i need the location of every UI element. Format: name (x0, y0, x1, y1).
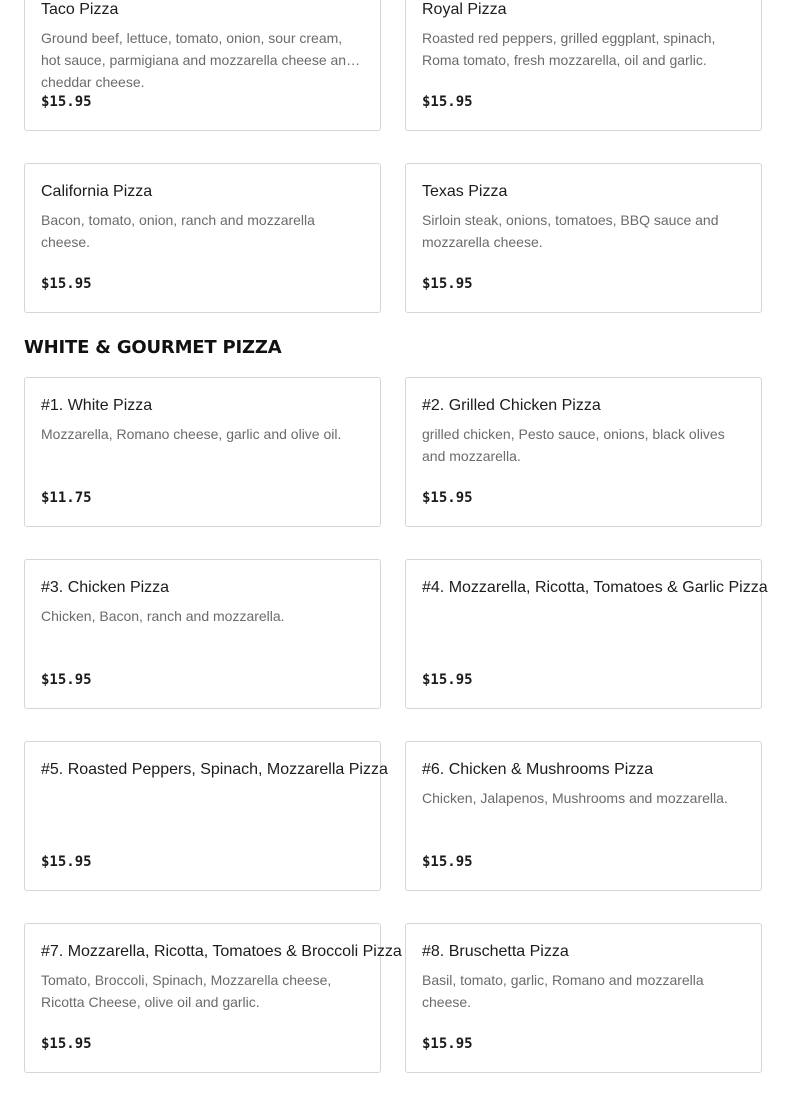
menu-item-description: Tomato, Broccoli, Spinach, Mozzarella cheese, Ricotta Cheese, olive oil and garlic. (41, 972, 332, 1010)
menu-item-name: #2. Grilled Chicken Pizza (422, 397, 601, 414)
menu-item-name: #6. Chicken & Mushrooms Pizza (422, 761, 654, 778)
menu-item-description: Chicken, Jalapenos, Mushrooms and mozzarella. (422, 790, 728, 806)
menu-item-card[interactable] (24, 163, 381, 313)
menu-item-name: #8. Bruschetta Pizza (422, 943, 569, 960)
menu-item-card[interactable] (24, 741, 388, 891)
menu-item-name: Taco Pizza (41, 1, 119, 18)
menu-item-name: #4. Mozzarella, Ricotta, Tomatoes & Garlic Pizza (422, 579, 768, 596)
menu-item-description: Mozzarella, Romano cheese, garlic and olive oil. (41, 426, 342, 442)
menu-item-description: Ground beef, lettuce, tomato, onion, sour cream, hot sauce, parmigiana and mozzarella cheese and cheddar cheese. (41, 30, 354, 90)
menu-item-description: Sirloin steak, onions, tomatoes, BBQ sauce and mozzarella cheese. (422, 212, 719, 250)
menu-item-price: $15.95 (41, 1036, 92, 1052)
menu-item-card[interactable] (405, 163, 762, 313)
menu-item-name: #7. Mozzarella, Ricotta, Tomatoes & Broccoli Pizza (41, 943, 402, 960)
menu-item-name: #1. White Pizza (41, 397, 153, 414)
menu-item-description: Roasted red peppers, grilled eggplant, spinach, Roma tomato, fresh mozzarella, oil and garlic. (422, 30, 716, 68)
menu-item-card[interactable] (24, 377, 381, 527)
menu-item-card[interactable] (405, 0, 762, 131)
menu-item-description: Chicken, Bacon, ranch and mozzarella. (41, 608, 285, 624)
menu-item-card[interactable] (24, 0, 381, 131)
menu-item-price: $15.95 (41, 276, 92, 292)
menu-item-price: $15.95 (422, 490, 473, 506)
menu-item-name: #3. Chicken Pizza (41, 579, 170, 596)
menu-item-price: $15.95 (41, 854, 92, 870)
menu-item-price: $15.95 (41, 672, 92, 688)
menu-item-name: Royal Pizza (422, 1, 507, 18)
menu-item-price: $11.75 (41, 490, 92, 506)
menu-item-name: Texas Pizza (422, 183, 508, 200)
menu-item-price: $15.95 (422, 672, 473, 688)
menu-item-card[interactable] (24, 559, 381, 709)
menu-item-price: $15.95 (422, 854, 473, 870)
menu-item-card[interactable] (405, 741, 762, 891)
menu-item-description: Bacon, tomato, onion, ranch and mozzarella cheese. (41, 212, 315, 250)
menu-item-price: $15.95 (422, 1036, 473, 1052)
menu-item-card[interactable] (405, 559, 768, 709)
menu-item-description: grilled chicken, Pesto sauce, onions, black olives and mozzarella. (422, 426, 725, 464)
menu-item-card[interactable] (24, 923, 402, 1073)
menu-item-card[interactable] (405, 377, 762, 527)
section-title: WHITE & GOURMET PIZZA (24, 337, 282, 358)
menu-item-card[interactable] (405, 923, 762, 1073)
menu-item-name: #5. Roasted Peppers, Spinach, Mozzarella Pizza (41, 761, 388, 778)
menu-item-price: $15.95 (422, 94, 473, 110)
menu-item-price: $15.95 (41, 94, 92, 110)
menu-item-price: $15.95 (422, 276, 473, 292)
menu-item-description: Basil, tomato, garlic, Romano and mozzarella cheese. (422, 972, 704, 1010)
menu-item-name: California Pizza (41, 183, 153, 200)
